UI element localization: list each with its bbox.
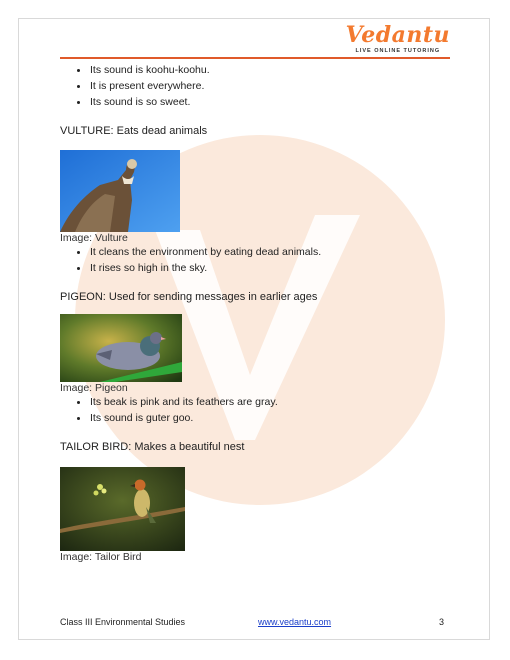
pigeon-image <box>60 314 182 382</box>
tailor-bird-heading: TAILOR BIRD: Makes a beautiful nest <box>60 441 245 453</box>
logo-tagline: LIVE ONLINE TUTORING <box>355 48 441 54</box>
list-item: It is present everywhere. <box>60 78 450 94</box>
pigeon-caption: Image: Pigeon <box>60 382 128 394</box>
footer-link[interactable]: www.vedantu.com <box>258 617 332 627</box>
pigeon-heading: PIGEON: Used for sending messages in earlier ages <box>60 291 318 303</box>
page-number: 3 <box>438 617 444 627</box>
vulture-caption: Image: Vulture <box>60 232 128 244</box>
vulture-image <box>60 150 180 232</box>
header-rule <box>60 57 450 59</box>
pigeon-bullets <box>60 394 450 426</box>
bullet-list-top <box>60 62 450 110</box>
page-content <box>60 62 450 563</box>
footer-subject: Class III Environmental Studies <box>60 617 186 627</box>
tailor-bird-image <box>60 467 185 551</box>
page-footer <box>60 617 450 631</box>
list-item: Its beak is pink and its feathers are gray. <box>60 394 450 410</box>
list-item: It cleans the environment by eating dead animals. <box>60 244 450 260</box>
logo-word: Vedantu <box>345 22 450 48</box>
list-item: It rises so high in the sky. <box>60 260 450 276</box>
vedantu-logo <box>346 22 450 54</box>
vulture-heading: VULTURE: Eats dead animals <box>60 125 208 137</box>
vulture-bullets <box>60 244 450 276</box>
tailor-bird-caption: Image: Tailor Bird <box>60 551 142 563</box>
list-item: Its sound is koohu-koohu. <box>60 62 450 78</box>
list-item: Its sound is so sweet. <box>60 94 450 110</box>
list-item: Its sound is guter goo. <box>60 410 450 426</box>
